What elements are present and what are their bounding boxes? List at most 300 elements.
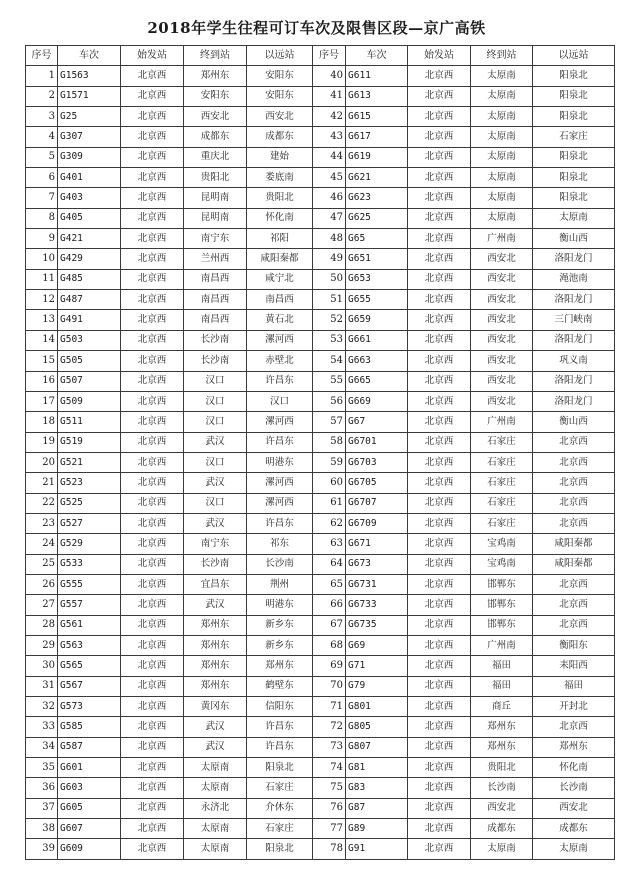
table-row bbox=[26, 391, 615, 411]
row-terminal-station: 西安北 bbox=[471, 371, 533, 391]
table-row bbox=[26, 534, 615, 554]
row-train-number: G555 bbox=[58, 574, 121, 594]
row-terminal-station: 广州南 bbox=[471, 229, 533, 249]
row-beyond-station: 石家庄 bbox=[533, 127, 615, 147]
row-seq: 71 bbox=[313, 697, 346, 717]
row-train-number: G567 bbox=[58, 676, 121, 696]
row-beyond-station: 洛阳龙门 bbox=[533, 391, 615, 411]
row-origin-station: 北京西 bbox=[408, 513, 471, 533]
row-beyond-station: 安阳东 bbox=[247, 86, 313, 106]
row-beyond-station: 洛阳龙门 bbox=[533, 290, 615, 310]
row-beyond-station: 北京西 bbox=[533, 615, 615, 635]
row-seq: 56 bbox=[313, 391, 346, 411]
row-seq: 22 bbox=[26, 493, 58, 513]
row-terminal-station: 西安北 bbox=[471, 290, 533, 310]
row-train-number: G625 bbox=[346, 208, 408, 228]
row-seq: 41 bbox=[313, 86, 346, 106]
row-terminal-station: 太原南 bbox=[471, 66, 533, 86]
row-seq: 67 bbox=[313, 615, 346, 635]
row-beyond-station: 衡山西 bbox=[533, 412, 615, 432]
row-terminal-station: 广州南 bbox=[471, 412, 533, 432]
row-train-number: G79 bbox=[346, 676, 408, 696]
row-beyond-station: 石家庄 bbox=[247, 778, 313, 798]
row-terminal-station: 安阳东 bbox=[184, 86, 247, 106]
row-origin-station: 北京西 bbox=[121, 432, 184, 452]
row-train-number: G805 bbox=[346, 717, 408, 737]
row-train-number: G1571 bbox=[58, 86, 121, 106]
row-origin-station: 北京西 bbox=[408, 229, 471, 249]
row-seq: 64 bbox=[313, 554, 346, 574]
row-origin-station: 北京西 bbox=[121, 778, 184, 798]
row-seq: 55 bbox=[313, 371, 346, 391]
row-seq: 8 bbox=[26, 208, 58, 228]
row-terminal-station: 太原南 bbox=[184, 778, 247, 798]
row-origin-station: 北京西 bbox=[121, 635, 184, 655]
row-seq: 31 bbox=[26, 676, 58, 696]
row-train-number: G563 bbox=[58, 635, 121, 655]
row-terminal-station: 石家庄 bbox=[471, 432, 533, 452]
row-train-number: G529 bbox=[58, 534, 121, 554]
row-origin-station: 北京西 bbox=[408, 107, 471, 127]
row-origin-station: 北京西 bbox=[121, 249, 184, 269]
row-train-number: G653 bbox=[346, 269, 408, 289]
row-terminal-station: 西安北 bbox=[184, 107, 247, 127]
row-seq: 6 bbox=[26, 168, 58, 188]
row-beyond-station: 建始 bbox=[247, 147, 313, 167]
header-train: 车次 bbox=[58, 46, 121, 66]
table-row bbox=[26, 758, 615, 778]
row-seq: 61 bbox=[313, 493, 346, 513]
row-origin-station: 北京西 bbox=[408, 534, 471, 554]
row-train-number: G511 bbox=[58, 412, 121, 432]
row-train-number: G25 bbox=[58, 107, 121, 127]
row-beyond-station: 新乡东 bbox=[247, 615, 313, 635]
row-seq: 36 bbox=[26, 778, 58, 798]
table-row bbox=[26, 697, 615, 717]
row-seq: 70 bbox=[313, 676, 346, 696]
row-beyond-station: 北京西 bbox=[533, 513, 615, 533]
table-row bbox=[26, 676, 615, 696]
table-row bbox=[26, 473, 615, 493]
table-row bbox=[26, 269, 615, 289]
row-origin-station: 北京西 bbox=[408, 758, 471, 778]
row-beyond-station: 安阳东 bbox=[247, 66, 313, 86]
row-seq: 49 bbox=[313, 249, 346, 269]
row-train-number: G527 bbox=[58, 513, 121, 533]
row-beyond-station: 汉口 bbox=[247, 391, 313, 411]
row-origin-station: 北京西 bbox=[408, 351, 471, 371]
row-train-number: G6733 bbox=[346, 595, 408, 615]
row-origin-station: 北京西 bbox=[408, 676, 471, 696]
row-origin-station: 北京西 bbox=[408, 595, 471, 615]
row-beyond-station: 耒阳西 bbox=[533, 656, 615, 676]
row-beyond-station: 咸阳秦都 bbox=[533, 534, 615, 554]
row-beyond-station: 祁东 bbox=[247, 534, 313, 554]
table-row bbox=[26, 147, 615, 167]
row-origin-station: 北京西 bbox=[121, 513, 184, 533]
row-beyond-station: 许昌东 bbox=[247, 737, 313, 757]
row-beyond-station: 祁阳 bbox=[247, 229, 313, 249]
table-row bbox=[26, 839, 615, 859]
table-row bbox=[26, 819, 615, 839]
row-terminal-station: 商丘 bbox=[471, 697, 533, 717]
row-beyond-station: 衡山西 bbox=[533, 229, 615, 249]
row-terminal-station: 邯郸东 bbox=[471, 595, 533, 615]
row-terminal-station: 兰州西 bbox=[184, 249, 247, 269]
row-origin-station: 北京西 bbox=[121, 330, 184, 350]
row-origin-station: 北京西 bbox=[408, 819, 471, 839]
row-train-number: G87 bbox=[346, 798, 408, 818]
row-seq: 40 bbox=[313, 66, 346, 86]
table-row bbox=[26, 595, 615, 615]
row-terminal-station: 汉口 bbox=[184, 391, 247, 411]
row-train-number: G487 bbox=[58, 290, 121, 310]
row-beyond-station: 黄石北 bbox=[247, 310, 313, 330]
row-beyond-station: 许昌东 bbox=[247, 513, 313, 533]
row-seq: 58 bbox=[313, 432, 346, 452]
table-row bbox=[26, 656, 615, 676]
row-train-number: G623 bbox=[346, 188, 408, 208]
row-origin-station: 北京西 bbox=[408, 188, 471, 208]
row-origin-station: 北京西 bbox=[121, 107, 184, 127]
row-terminal-station: 太原南 bbox=[471, 107, 533, 127]
row-seq: 59 bbox=[313, 452, 346, 472]
row-beyond-station: 巩义南 bbox=[533, 351, 615, 371]
row-origin-station: 北京西 bbox=[408, 290, 471, 310]
row-beyond-station: 洛阳龙门 bbox=[533, 371, 615, 391]
row-terminal-station: 郑州东 bbox=[184, 635, 247, 655]
row-origin-station: 北京西 bbox=[121, 452, 184, 472]
row-beyond-station: 石家庄 bbox=[247, 819, 313, 839]
row-beyond-station: 赤壁北 bbox=[247, 351, 313, 371]
row-origin-station: 北京西 bbox=[408, 737, 471, 757]
row-origin-station: 北京西 bbox=[121, 127, 184, 147]
row-train-number: G525 bbox=[58, 493, 121, 513]
row-seq: 54 bbox=[313, 351, 346, 371]
row-origin-station: 北京西 bbox=[121, 351, 184, 371]
row-origin-station: 北京西 bbox=[121, 697, 184, 717]
row-beyond-station: 洛阳龙门 bbox=[533, 249, 615, 269]
row-train-number: G83 bbox=[346, 778, 408, 798]
row-beyond-station: 阳泉北 bbox=[533, 107, 615, 127]
row-seq: 63 bbox=[313, 534, 346, 554]
row-origin-station: 北京西 bbox=[408, 554, 471, 574]
row-beyond-station: 信阳东 bbox=[247, 697, 313, 717]
row-terminal-station: 福田 bbox=[471, 676, 533, 696]
row-seq: 45 bbox=[313, 168, 346, 188]
row-train-number: G307 bbox=[58, 127, 121, 147]
row-seq: 23 bbox=[26, 513, 58, 533]
row-origin-station: 北京西 bbox=[121, 534, 184, 554]
row-train-number: G557 bbox=[58, 595, 121, 615]
row-origin-station: 北京西 bbox=[121, 574, 184, 594]
table-row bbox=[26, 188, 615, 208]
row-beyond-station: 开封北 bbox=[533, 697, 615, 717]
table-row bbox=[26, 310, 615, 330]
row-terminal-station: 西安北 bbox=[471, 269, 533, 289]
row-beyond-station: 漯河西 bbox=[247, 473, 313, 493]
table-row bbox=[26, 513, 615, 533]
row-beyond-station: 明港东 bbox=[247, 452, 313, 472]
table-row bbox=[26, 778, 615, 798]
row-train-number: G503 bbox=[58, 330, 121, 350]
row-terminal-station: 南昌西 bbox=[184, 269, 247, 289]
row-terminal-station: 福田 bbox=[471, 656, 533, 676]
header-beyond: 以远站 bbox=[247, 46, 313, 66]
row-terminal-station: 西安北 bbox=[471, 249, 533, 269]
row-terminal-station: 石家庄 bbox=[471, 452, 533, 472]
row-origin-station: 北京西 bbox=[121, 412, 184, 432]
row-train-number: G89 bbox=[346, 819, 408, 839]
row-seq: 33 bbox=[26, 717, 58, 737]
row-terminal-station: 贵阳北 bbox=[471, 758, 533, 778]
row-beyond-station: 新乡东 bbox=[247, 635, 313, 655]
row-train-number: G561 bbox=[58, 615, 121, 635]
row-terminal-station: 石家庄 bbox=[471, 513, 533, 533]
row-beyond-station: 洛阳龙门 bbox=[533, 330, 615, 350]
row-train-number: G587 bbox=[58, 737, 121, 757]
row-train-number: G673 bbox=[346, 554, 408, 574]
row-beyond-station: 贵阳北 bbox=[247, 188, 313, 208]
row-train-number: G421 bbox=[58, 229, 121, 249]
table-row bbox=[26, 452, 615, 472]
row-origin-station: 北京西 bbox=[408, 778, 471, 798]
row-terminal-station: 宝鸡南 bbox=[471, 534, 533, 554]
row-seq: 28 bbox=[26, 615, 58, 635]
row-terminal-station: 西安北 bbox=[471, 310, 533, 330]
row-origin-station: 北京西 bbox=[408, 391, 471, 411]
row-train-number: G663 bbox=[346, 351, 408, 371]
row-train-number: G669 bbox=[346, 391, 408, 411]
row-seq: 30 bbox=[26, 656, 58, 676]
row-beyond-station: 成都东 bbox=[247, 127, 313, 147]
row-train-number: G655 bbox=[346, 290, 408, 310]
row-train-number: G429 bbox=[58, 249, 121, 269]
row-seq: 76 bbox=[313, 798, 346, 818]
row-seq: 51 bbox=[313, 290, 346, 310]
row-beyond-station: 咸阳秦都 bbox=[533, 554, 615, 574]
row-train-number: G6709 bbox=[346, 513, 408, 533]
row-terminal-station: 汉口 bbox=[184, 452, 247, 472]
row-terminal-station: 郑州东 bbox=[184, 66, 247, 86]
row-origin-station: 北京西 bbox=[121, 473, 184, 493]
header-seq: 序号 bbox=[26, 46, 58, 66]
row-seq: 3 bbox=[26, 107, 58, 127]
table-row bbox=[26, 574, 615, 594]
row-beyond-station: 福田 bbox=[533, 676, 615, 696]
row-origin-station: 北京西 bbox=[408, 717, 471, 737]
row-seq: 73 bbox=[313, 737, 346, 757]
row-terminal-station: 南宁东 bbox=[184, 534, 247, 554]
row-seq: 78 bbox=[313, 839, 346, 859]
row-beyond-station: 三门峡南 bbox=[533, 310, 615, 330]
row-seq: 68 bbox=[313, 635, 346, 655]
row-origin-station: 北京西 bbox=[121, 554, 184, 574]
row-seq: 53 bbox=[313, 330, 346, 350]
row-train-number: G69 bbox=[346, 635, 408, 655]
row-origin-station: 北京西 bbox=[121, 656, 184, 676]
row-seq: 5 bbox=[26, 147, 58, 167]
row-seq: 43 bbox=[313, 127, 346, 147]
row-train-number: G671 bbox=[346, 534, 408, 554]
row-beyond-station: 南昌西 bbox=[247, 290, 313, 310]
row-terminal-station: 西安北 bbox=[471, 351, 533, 371]
row-terminal-station: 昆明南 bbox=[184, 188, 247, 208]
row-origin-station: 北京西 bbox=[408, 412, 471, 432]
row-origin-station: 北京西 bbox=[121, 86, 184, 106]
table-row bbox=[26, 412, 615, 432]
row-train-number: G801 bbox=[346, 697, 408, 717]
row-terminal-station: 宝鸡南 bbox=[471, 554, 533, 574]
row-origin-station: 北京西 bbox=[121, 798, 184, 818]
row-terminal-station: 郑州东 bbox=[184, 676, 247, 696]
row-origin-station: 北京西 bbox=[121, 208, 184, 228]
row-beyond-station: 咸宁北 bbox=[247, 269, 313, 289]
row-train-number: G565 bbox=[58, 656, 121, 676]
row-seq: 7 bbox=[26, 188, 58, 208]
row-origin-station: 北京西 bbox=[121, 188, 184, 208]
row-origin-station: 北京西 bbox=[121, 819, 184, 839]
row-seq: 18 bbox=[26, 412, 58, 432]
row-beyond-station: 北京西 bbox=[533, 452, 615, 472]
row-beyond-station: 衡阳东 bbox=[533, 635, 615, 655]
row-beyond-station: 北京西 bbox=[533, 432, 615, 452]
row-beyond-station: 漯河西 bbox=[247, 493, 313, 513]
row-beyond-station: 渑池南 bbox=[533, 269, 615, 289]
row-beyond-station: 鹤壁东 bbox=[247, 676, 313, 696]
row-terminal-station: 成都东 bbox=[471, 819, 533, 839]
header-seq: 序号 bbox=[313, 46, 346, 66]
row-seq: 4 bbox=[26, 127, 58, 147]
table-row bbox=[26, 330, 615, 350]
row-train-number: G6705 bbox=[346, 473, 408, 493]
table-row bbox=[26, 554, 615, 574]
row-train-number: G6703 bbox=[346, 452, 408, 472]
row-beyond-station: 许昌东 bbox=[247, 432, 313, 452]
row-origin-station: 北京西 bbox=[121, 717, 184, 737]
header-beyond: 以远站 bbox=[533, 46, 615, 66]
row-seq: 9 bbox=[26, 229, 58, 249]
row-terminal-station: 武汉 bbox=[184, 473, 247, 493]
row-train-number: G401 bbox=[58, 168, 121, 188]
row-terminal-station: 西安北 bbox=[471, 330, 533, 350]
row-origin-station: 北京西 bbox=[121, 168, 184, 188]
row-terminal-station: 宜昌东 bbox=[184, 574, 247, 594]
header-terminal: 终到站 bbox=[184, 46, 247, 66]
row-origin-station: 北京西 bbox=[408, 798, 471, 818]
row-seq: 69 bbox=[313, 656, 346, 676]
row-seq: 15 bbox=[26, 351, 58, 371]
row-seq: 50 bbox=[313, 269, 346, 289]
row-terminal-station: 太原南 bbox=[471, 188, 533, 208]
table-row bbox=[26, 371, 615, 391]
table-row bbox=[26, 229, 615, 249]
table-row bbox=[26, 208, 615, 228]
row-origin-station: 北京西 bbox=[408, 127, 471, 147]
row-origin-station: 北京西 bbox=[408, 86, 471, 106]
table-row bbox=[26, 798, 615, 818]
row-terminal-station: 南昌西 bbox=[184, 290, 247, 310]
row-seq: 46 bbox=[313, 188, 346, 208]
row-beyond-station: 太原南 bbox=[533, 208, 615, 228]
row-seq: 37 bbox=[26, 798, 58, 818]
row-seq: 16 bbox=[26, 371, 58, 391]
row-train-number: G71 bbox=[346, 656, 408, 676]
row-seq: 52 bbox=[313, 310, 346, 330]
row-seq: 57 bbox=[313, 412, 346, 432]
row-train-number: G65 bbox=[346, 229, 408, 249]
row-terminal-station: 西安北 bbox=[471, 798, 533, 818]
row-seq: 35 bbox=[26, 758, 58, 778]
row-terminal-station: 长沙南 bbox=[184, 554, 247, 574]
row-train-number: G6701 bbox=[346, 432, 408, 452]
row-train-number: G91 bbox=[346, 839, 408, 859]
row-seq: 11 bbox=[26, 269, 58, 289]
row-origin-station: 北京西 bbox=[121, 310, 184, 330]
header-terminal: 终到站 bbox=[471, 46, 533, 66]
row-terminal-station: 郑州东 bbox=[184, 656, 247, 676]
row-seq: 2 bbox=[26, 86, 58, 106]
row-origin-station: 北京西 bbox=[408, 493, 471, 513]
header-train: 车次 bbox=[346, 46, 408, 66]
row-terminal-station: 贵阳北 bbox=[184, 168, 247, 188]
row-beyond-station: 明港东 bbox=[247, 595, 313, 615]
row-beyond-station: 太原南 bbox=[533, 839, 615, 859]
row-train-number: G661 bbox=[346, 330, 408, 350]
table-row bbox=[26, 249, 615, 269]
row-seq: 62 bbox=[313, 513, 346, 533]
row-seq: 72 bbox=[313, 717, 346, 737]
row-terminal-station: 太原南 bbox=[184, 758, 247, 778]
row-train-number: G521 bbox=[58, 452, 121, 472]
row-beyond-station: 西安北 bbox=[533, 798, 615, 818]
row-train-number: G6731 bbox=[346, 574, 408, 594]
row-seq: 12 bbox=[26, 290, 58, 310]
row-origin-station: 北京西 bbox=[408, 615, 471, 635]
row-beyond-station: 阳泉北 bbox=[533, 147, 615, 167]
row-origin-station: 北京西 bbox=[408, 249, 471, 269]
row-terminal-station: 太原南 bbox=[184, 839, 247, 859]
row-beyond-station: 北京西 bbox=[533, 493, 615, 513]
row-seq: 17 bbox=[26, 391, 58, 411]
row-seq: 19 bbox=[26, 432, 58, 452]
row-origin-station: 北京西 bbox=[121, 147, 184, 167]
table-row bbox=[26, 168, 615, 188]
row-terminal-station: 邯郸东 bbox=[471, 574, 533, 594]
row-origin-station: 北京西 bbox=[121, 676, 184, 696]
row-train-number: G507 bbox=[58, 371, 121, 391]
row-train-number: G485 bbox=[58, 269, 121, 289]
document-title: 2018年学生往程可订车次及限售区段—京广高铁 bbox=[147, 19, 486, 37]
header-origin: 始发站 bbox=[408, 46, 471, 66]
table-row bbox=[26, 107, 615, 127]
row-beyond-station: 怀化南 bbox=[533, 758, 615, 778]
row-origin-station: 北京西 bbox=[121, 371, 184, 391]
row-terminal-station: 长沙南 bbox=[471, 778, 533, 798]
row-origin-station: 北京西 bbox=[121, 737, 184, 757]
row-seq: 77 bbox=[313, 819, 346, 839]
row-terminal-station: 太原南 bbox=[471, 86, 533, 106]
row-terminal-station: 武汉 bbox=[184, 717, 247, 737]
row-seq: 20 bbox=[26, 452, 58, 472]
row-terminal-station: 武汉 bbox=[184, 737, 247, 757]
row-origin-station: 北京西 bbox=[121, 493, 184, 513]
row-train-number: G309 bbox=[58, 147, 121, 167]
row-seq: 1 bbox=[26, 66, 58, 86]
row-beyond-station: 阳泉北 bbox=[533, 168, 615, 188]
row-train-number: G607 bbox=[58, 819, 121, 839]
row-beyond-station: 北京西 bbox=[533, 717, 615, 737]
